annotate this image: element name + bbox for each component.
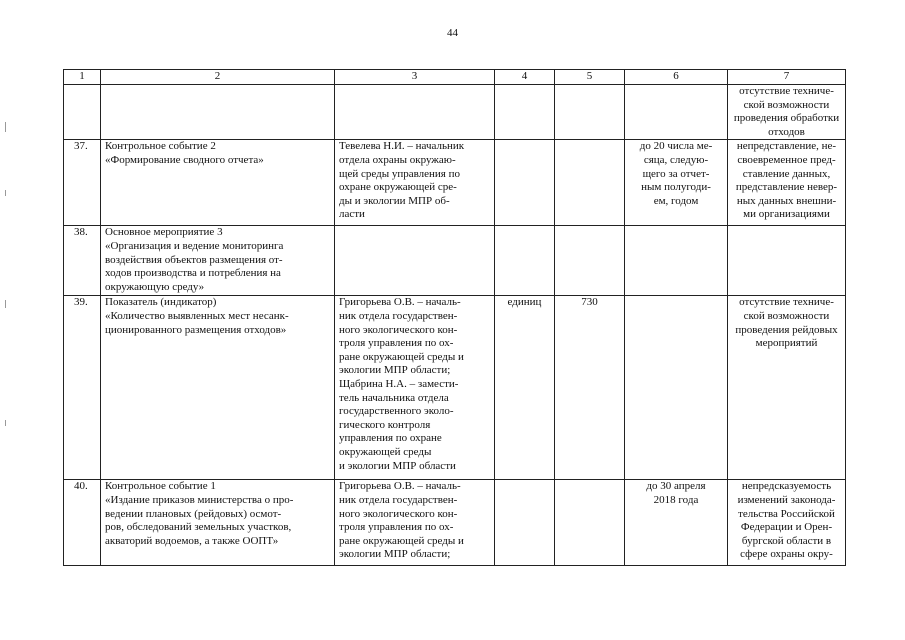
cell-responsible bbox=[335, 140, 495, 226]
cell-description-line: ходов производства и потребления на bbox=[105, 267, 281, 280]
cell-responsible-line: и экологии МПР области bbox=[339, 459, 456, 472]
cell-risk-line: ской возможности bbox=[743, 309, 830, 322]
cell-risk bbox=[728, 140, 846, 226]
cell-responsible-line: троля управления по ох- bbox=[339, 521, 454, 534]
cell-responsible bbox=[335, 480, 495, 566]
cell-responsible-line: Григорьева О.В. – началь- bbox=[339, 296, 461, 309]
table-row bbox=[64, 140, 846, 226]
margin-mark bbox=[5, 420, 6, 426]
cell-responsible-line: экологии МПР области; bbox=[339, 364, 451, 377]
cell-risk-line: ской возможности bbox=[743, 98, 830, 111]
cell-responsible-line: ного экологического кон- bbox=[339, 507, 458, 520]
cell-description-line: «Формирование сводного отчета» bbox=[105, 153, 264, 166]
header-row bbox=[64, 70, 846, 85]
cell-description-line: акваторий водоемов, а также ООПТ» bbox=[105, 534, 279, 547]
cell-responsible bbox=[335, 85, 495, 140]
cell-description bbox=[101, 140, 335, 226]
header-col-7: 7 bbox=[728, 70, 846, 85]
cell-description-line: окружающую среду» bbox=[105, 280, 205, 293]
cell-risk bbox=[728, 296, 846, 480]
cell-risk-line: проведения рейдовых bbox=[735, 323, 838, 336]
cell-responsible-line: троля управления по ох- bbox=[339, 337, 454, 350]
table-row bbox=[64, 296, 846, 480]
header-col-2: 2 bbox=[101, 70, 335, 85]
cell-responsible-line: Тевелева Н.И. – начальник bbox=[339, 140, 465, 153]
cell-responsible-line: ного экологического кон- bbox=[339, 323, 458, 336]
cell-description-line: воздействия объектов размещения от- bbox=[105, 253, 283, 266]
table-row bbox=[64, 480, 846, 566]
cell-description bbox=[101, 85, 335, 140]
cell-description-line: «Издание приказов министерства о про- bbox=[105, 493, 294, 506]
table-row bbox=[64, 85, 846, 140]
cell-description-line: «Количество выявленных мест несанк- bbox=[105, 309, 289, 322]
cell-risk bbox=[728, 85, 846, 140]
cell-responsible-line: Григорьева О.В. – началь- bbox=[339, 480, 461, 493]
cell-unit bbox=[495, 85, 555, 140]
cell-deadline bbox=[625, 140, 728, 226]
cell-responsible-line: щей среды управления по bbox=[339, 167, 461, 180]
row-number: 40. bbox=[64, 480, 101, 566]
margin-mark bbox=[5, 122, 6, 132]
cell-responsible-line: ды и экологии МПР об- bbox=[339, 194, 450, 207]
cell-deadline-line: сяца, следую- bbox=[643, 153, 709, 166]
cell-deadline-line: 2018 года bbox=[653, 493, 699, 506]
cell-responsible-line: тель начальника отдела bbox=[339, 391, 449, 404]
cell-responsible-line: ник отдела государствен- bbox=[339, 309, 458, 322]
cell-responsible-line: отдела охраны окружаю- bbox=[339, 153, 456, 166]
cell-description-line: ведении плановых (рейдовых) осмот- bbox=[105, 507, 282, 520]
cell-description-line: ционированного размещения отходов» bbox=[105, 323, 287, 336]
cell-responsible-line: Щабрина Н.А. – замести- bbox=[339, 377, 459, 390]
cell-risk bbox=[728, 226, 846, 296]
cell-deadline bbox=[625, 296, 728, 480]
cell-risk-line: изменений законода- bbox=[737, 493, 836, 506]
cell-risk-line: бургской области в bbox=[741, 534, 832, 547]
cell-risk-line: непредсказуемость bbox=[741, 480, 832, 493]
cell-responsible-line: государственного эколо- bbox=[339, 405, 454, 418]
cell-risk-line: непредставление, не- bbox=[736, 140, 837, 153]
cell-risk-line: своевременное пред- bbox=[737, 153, 836, 166]
row-number: 39. bbox=[64, 296, 101, 480]
cell-risk-line: проведения обработки bbox=[733, 112, 840, 125]
cell-risk-line: представление невер- bbox=[735, 181, 838, 194]
cell-risk-line: ми организациями bbox=[743, 208, 830, 221]
header-col-3: 3 bbox=[335, 70, 495, 85]
cell-risk-line: ставление данных, bbox=[742, 167, 831, 180]
margin-mark bbox=[5, 190, 6, 196]
cell-value bbox=[555, 226, 625, 296]
page-number: 44 bbox=[447, 27, 458, 39]
cell-risk-line: мероприятий bbox=[755, 337, 818, 350]
cell-description-line: Основное мероприятие 3 bbox=[105, 226, 223, 239]
cell-unit bbox=[495, 140, 555, 226]
cell-responsible-line: гического контроля bbox=[339, 418, 431, 431]
header-col-1: 1 bbox=[64, 70, 101, 85]
cell-value bbox=[555, 85, 625, 140]
cell-risk-line: сфере охраны окру- bbox=[740, 548, 833, 561]
cell-risk-line: отсутствие техниче- bbox=[739, 296, 834, 309]
header-col-6: 6 bbox=[625, 70, 728, 85]
cell-deadline-line: щего за отчет- bbox=[642, 167, 710, 180]
cell-unit bbox=[495, 226, 555, 296]
row-number: 38. bbox=[64, 226, 101, 296]
row-number bbox=[64, 85, 101, 140]
cell-risk-line: Федерации и Орен- bbox=[740, 521, 833, 534]
cell-responsible-line: ране окружающей среды и bbox=[339, 534, 464, 547]
cell-deadline bbox=[625, 226, 728, 296]
cell-deadline-line: до 20 числа ме- bbox=[639, 140, 713, 153]
cell-risk bbox=[728, 480, 846, 566]
cell-deadline bbox=[625, 480, 728, 566]
cell-responsible-line: экологии МПР области; bbox=[339, 548, 451, 561]
cell-responsible-line: ране окружающей среды и bbox=[339, 350, 464, 363]
header-col-4: 4 bbox=[495, 70, 555, 85]
cell-responsible-line: ласти bbox=[339, 208, 365, 221]
cell-deadline-line: ем, годом bbox=[653, 194, 699, 207]
cell-unit bbox=[495, 480, 555, 566]
cell-description bbox=[101, 480, 335, 566]
row-number: 37. bbox=[64, 140, 101, 226]
cell-description-line: «Организация и ведение мониторинга bbox=[105, 239, 284, 252]
cell-unit: единиц bbox=[495, 296, 555, 480]
cell-description-line: Контрольное событие 2 bbox=[105, 140, 216, 153]
cell-risk-line: тельства Российской bbox=[738, 507, 835, 520]
cell-risk-line: отсутствие техниче- bbox=[739, 85, 834, 97]
cell-description-line: ров, обследований земельных участков, bbox=[105, 521, 292, 534]
cell-description bbox=[101, 226, 335, 296]
cell-responsible bbox=[335, 296, 495, 480]
cell-deadline-line: ным полугоди- bbox=[641, 181, 711, 194]
cell-description bbox=[101, 296, 335, 480]
cell-deadline-line: до 30 апреля bbox=[646, 480, 706, 493]
margin-mark bbox=[5, 300, 6, 308]
cell-value bbox=[555, 140, 625, 226]
cell-description-line: Контрольное событие 1 bbox=[105, 480, 216, 493]
cell-deadline bbox=[625, 85, 728, 140]
cell-responsible-line: ник отдела государствен- bbox=[339, 493, 458, 506]
document-table bbox=[63, 69, 846, 566]
cell-responsible bbox=[335, 226, 495, 296]
cell-responsible-line: управления по охране bbox=[339, 432, 442, 445]
cell-responsible-line: охране окружающей сре- bbox=[339, 181, 457, 194]
cell-value bbox=[555, 480, 625, 566]
cell-risk-line: ных данных внешни- bbox=[736, 194, 837, 207]
cell-risk-line: отходов bbox=[768, 125, 805, 138]
cell-value: 730 bbox=[555, 296, 625, 480]
cell-description-line: Показатель (индикатор) bbox=[105, 296, 217, 309]
table-row bbox=[64, 226, 846, 296]
header-col-5: 5 bbox=[555, 70, 625, 85]
cell-responsible-line: окружающей среды bbox=[339, 445, 432, 458]
